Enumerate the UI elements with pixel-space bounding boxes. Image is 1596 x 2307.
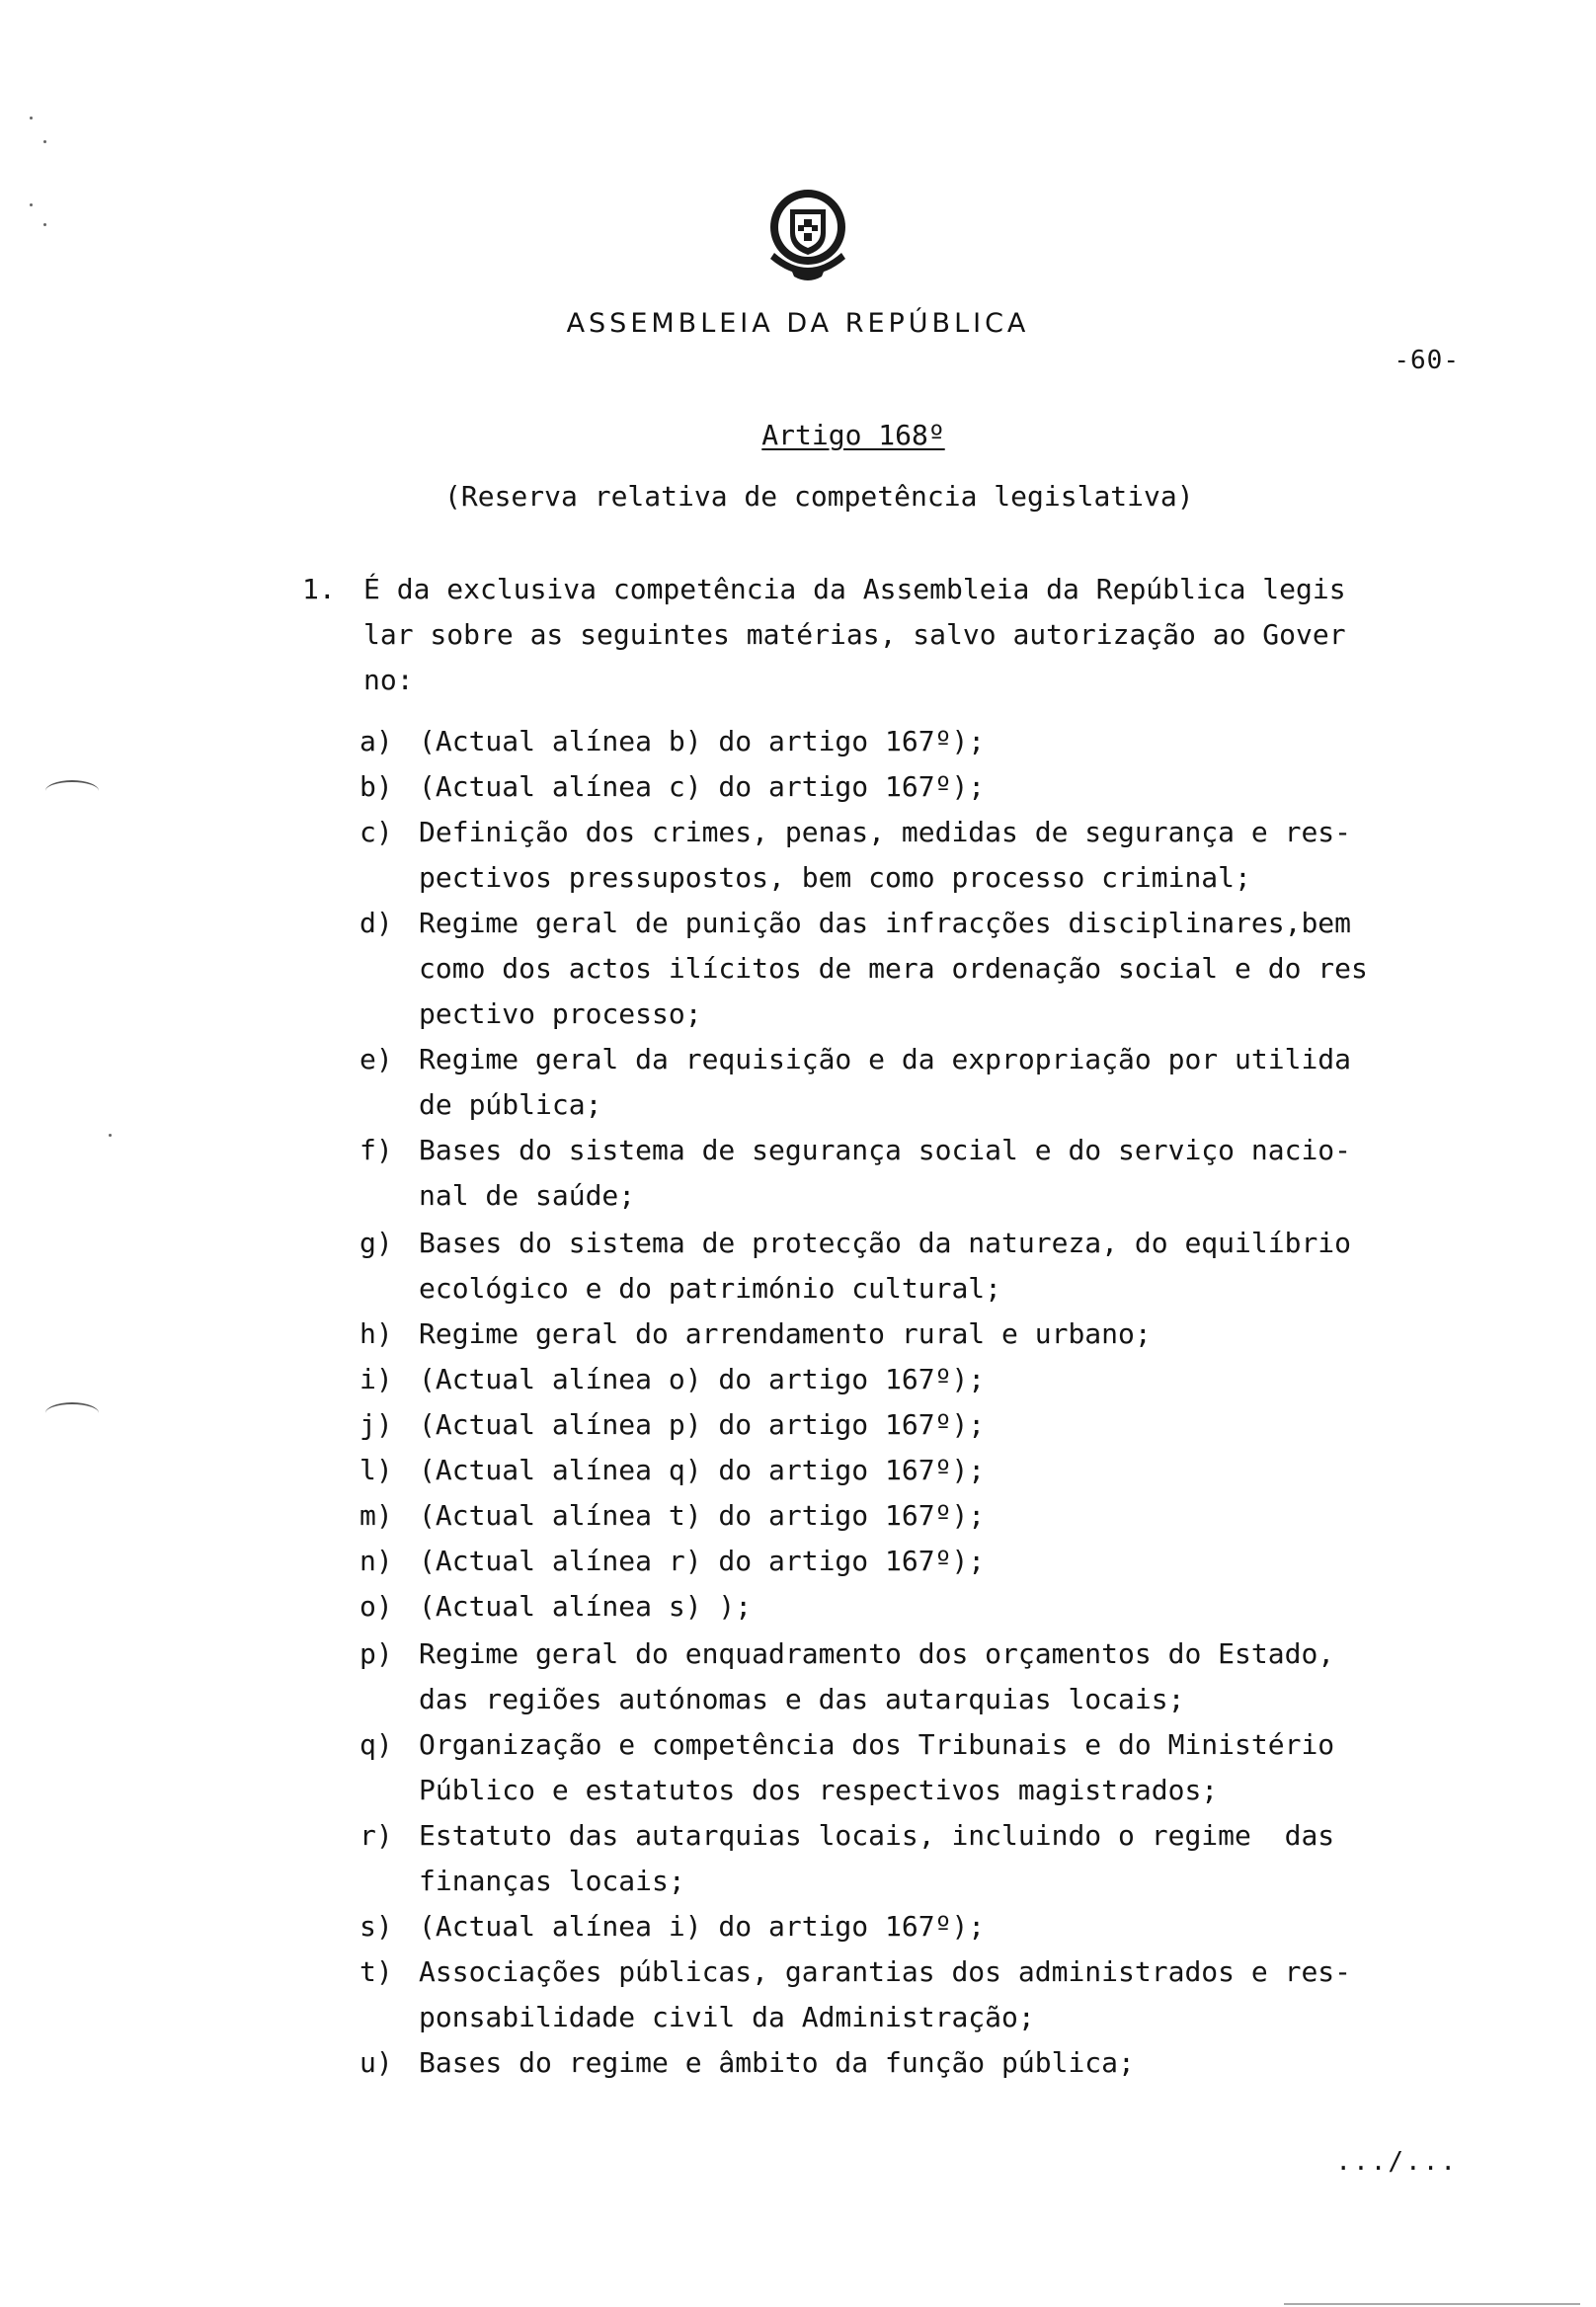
item-line: Estatuto das autarquias locais, incluindo o regime das xyxy=(419,1819,1335,1852)
hole-punch-mark xyxy=(45,780,99,802)
item-letter: r) xyxy=(359,1819,393,1852)
institution-header: ASSEMBLEIA DA REPÚBLICA xyxy=(566,308,1030,339)
item-letter: n) xyxy=(359,1545,393,1577)
item-letter: e) xyxy=(359,1043,393,1075)
item-line: Definição dos crimes, penas, medidas de segurança e res- xyxy=(419,816,1352,848)
paragraph-number: 1. xyxy=(302,573,336,605)
item-line: (Actual alínea b) do artigo 167º); xyxy=(419,725,986,757)
item-line: Regime geral de punição das infracções disciplinares,bem xyxy=(419,907,1352,939)
item-letter: c) xyxy=(359,816,393,848)
article-title: Artigo 168º xyxy=(761,419,945,451)
item-line: (Actual alínea r) do artigo 167º); xyxy=(419,1545,986,1577)
coat-of-arms-icon xyxy=(760,184,855,288)
item-line: (Actual alínea o) do artigo 167º); xyxy=(419,1363,986,1395)
article-subtitle: (Reserva relativa de competência legislativa) xyxy=(444,480,1194,513)
item-letter: l) xyxy=(359,1454,393,1486)
item-line: Organização e competência dos Tribunais e do Ministério xyxy=(419,1728,1335,1761)
item-letter: s) xyxy=(359,1910,393,1943)
item-line: nal de saúde; xyxy=(419,1179,636,1212)
scan-speck xyxy=(30,117,33,119)
item-line: (Actual alínea t) do artigo 167º); xyxy=(419,1499,986,1532)
item-line: Regime geral do enquadramento dos orçamentos do Estado, xyxy=(419,1637,1335,1670)
item-line: (Actual alínea s) ); xyxy=(419,1590,753,1623)
scan-speck xyxy=(43,223,46,226)
item-letter: h) xyxy=(359,1317,393,1350)
item-letter: t) xyxy=(359,1955,393,1988)
item-letter: f) xyxy=(359,1134,393,1166)
item-letter: i) xyxy=(359,1363,393,1395)
item-letter: o) xyxy=(359,1590,393,1623)
hole-punch-mark xyxy=(45,1402,99,1424)
scan-speck xyxy=(109,1134,112,1137)
item-line: (Actual alínea p) do artigo 167º); xyxy=(419,1408,986,1441)
item-letter: u) xyxy=(359,2046,393,2079)
item-line: Associações públicas, garantias dos administrados e res- xyxy=(419,1955,1352,1988)
item-letter: j) xyxy=(359,1408,393,1441)
item-line: finanças locais; xyxy=(419,1865,685,1897)
item-line: ecológico e do património cultural; xyxy=(419,1272,1002,1305)
item-letter: b) xyxy=(359,770,393,803)
item-line: Bases do regime e âmbito da função pública; xyxy=(419,2046,1135,2079)
item-line: de pública; xyxy=(419,1088,602,1121)
item-line: pectivo processo; xyxy=(419,997,702,1030)
paragraph-line: lar sobre as seguintes matérias, salvo autorização ao Gover xyxy=(363,618,1346,651)
item-line: Bases do sistema de protecção da natureza, do equilíbrio xyxy=(419,1227,1352,1259)
paragraph-line: no: xyxy=(363,664,414,696)
continuation-mark: .../... xyxy=(1335,2147,1458,2177)
scan-edge-line xyxy=(1284,2303,1580,2305)
item-line: Regime geral do arrendamento rural e urbano; xyxy=(419,1317,1152,1350)
item-line: (Actual alínea i) do artigo 167º); xyxy=(419,1910,986,1943)
scan-speck xyxy=(43,140,46,143)
item-letter: g) xyxy=(359,1227,393,1259)
page-number: -60- xyxy=(1394,346,1460,375)
item-line: Regime geral da requisição e da expropriação por utilida xyxy=(419,1043,1352,1075)
paragraph-line: É da exclusiva competência da Assembleia da República legis xyxy=(363,573,1346,605)
item-letter: p) xyxy=(359,1637,393,1670)
item-line: pectivos pressupostos, bem como processo criminal; xyxy=(419,861,1251,894)
item-line: (Actual alínea c) do artigo 167º); xyxy=(419,770,986,803)
item-line: como dos actos ilícitos de mera ordenação social e do res xyxy=(419,952,1368,985)
item-line: Bases do sistema de segurança social e do serviço nacio- xyxy=(419,1134,1352,1166)
item-letter: a) xyxy=(359,725,393,757)
item-letter: q) xyxy=(359,1728,393,1761)
item-line: ponsabilidade civil da Administração; xyxy=(419,2001,1035,2033)
item-line: das regiões autónomas e das autarquias locais; xyxy=(419,1683,1185,1715)
item-letter: d) xyxy=(359,907,393,939)
item-line: (Actual alínea q) do artigo 167º); xyxy=(419,1454,986,1486)
item-line: Público e estatutos dos respectivos magistrados; xyxy=(419,1774,1219,1806)
item-letter: m) xyxy=(359,1499,393,1532)
scan-speck xyxy=(30,203,33,206)
